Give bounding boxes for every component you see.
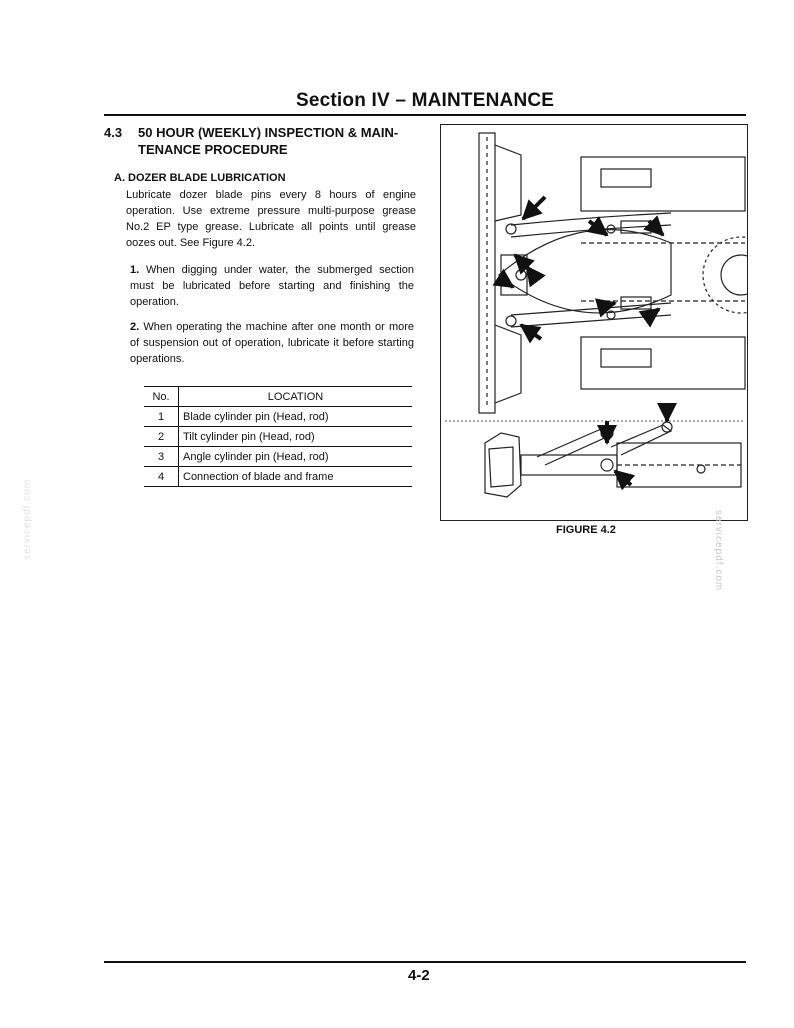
table-cell-no: 3	[144, 447, 179, 467]
list-item-number: 1.	[130, 264, 140, 276]
watermark-right: servicepdf.com	[713, 510, 724, 592]
table-cell-location: Connection of blade and frame	[183, 470, 334, 483]
table-row	[144, 427, 412, 447]
table-cell-location: Angle cylinder pin (Head, rod)	[183, 450, 329, 463]
heading-line-2: TENANCE PROCEDURE	[138, 142, 288, 157]
table-row	[144, 447, 412, 467]
list-item-text: When operating the machine after one month or more of suspension out of operation, lubricate it before starting operations.	[130, 321, 415, 365]
table-cell-no: 2	[144, 427, 179, 447]
subsection-title: A. DOZER BLADE LUBRICATION	[114, 172, 286, 184]
table-cell-no: 4	[144, 467, 179, 487]
lubrication-paragraph: Lubricate dozer blade pins every 8 hours of engine operation. Use extreme pressure multi-purpose grease No.2 EP type grease. Lubricate all points until grease oozes out. See Figure 4.2.	[126, 189, 416, 249]
location-table	[144, 386, 412, 487]
figure-dozer-lubrication-points	[440, 124, 748, 521]
heading-line-1: 50 HOUR (WEEKLY) INSPECTION & MAIN-	[138, 125, 399, 140]
heading-number: 4.3	[104, 125, 123, 140]
list-item	[130, 262, 414, 310]
header-rule	[104, 114, 746, 116]
procedure-heading	[104, 124, 424, 158]
column-header-location: LOCATION	[267, 390, 324, 403]
column-header-no: No.	[144, 387, 179, 407]
table-cell-location: Tilt cylinder pin (Head, rod)	[183, 430, 315, 443]
table-header-row	[144, 387, 412, 407]
table-row	[144, 407, 412, 427]
list-item-number: 2.	[130, 321, 140, 333]
dozer-diagram	[441, 125, 747, 520]
list-item	[130, 319, 414, 367]
table-cell-location: Blade cylinder pin (Head, rod)	[183, 410, 329, 423]
list-item-text: When digging under water, the submerged section must be lubricated before starting and finishing the operation.	[130, 264, 414, 308]
figure-caption: FIGURE 4.2	[556, 524, 616, 536]
footer-rule	[104, 961, 746, 963]
watermark-left: servicepdf.com	[22, 478, 33, 560]
table-row	[144, 467, 412, 487]
page-number: 4-2	[408, 967, 430, 984]
table-cell-no: 1	[144, 407, 179, 427]
section-title: Section IV – MAINTENANCE	[296, 90, 555, 111]
